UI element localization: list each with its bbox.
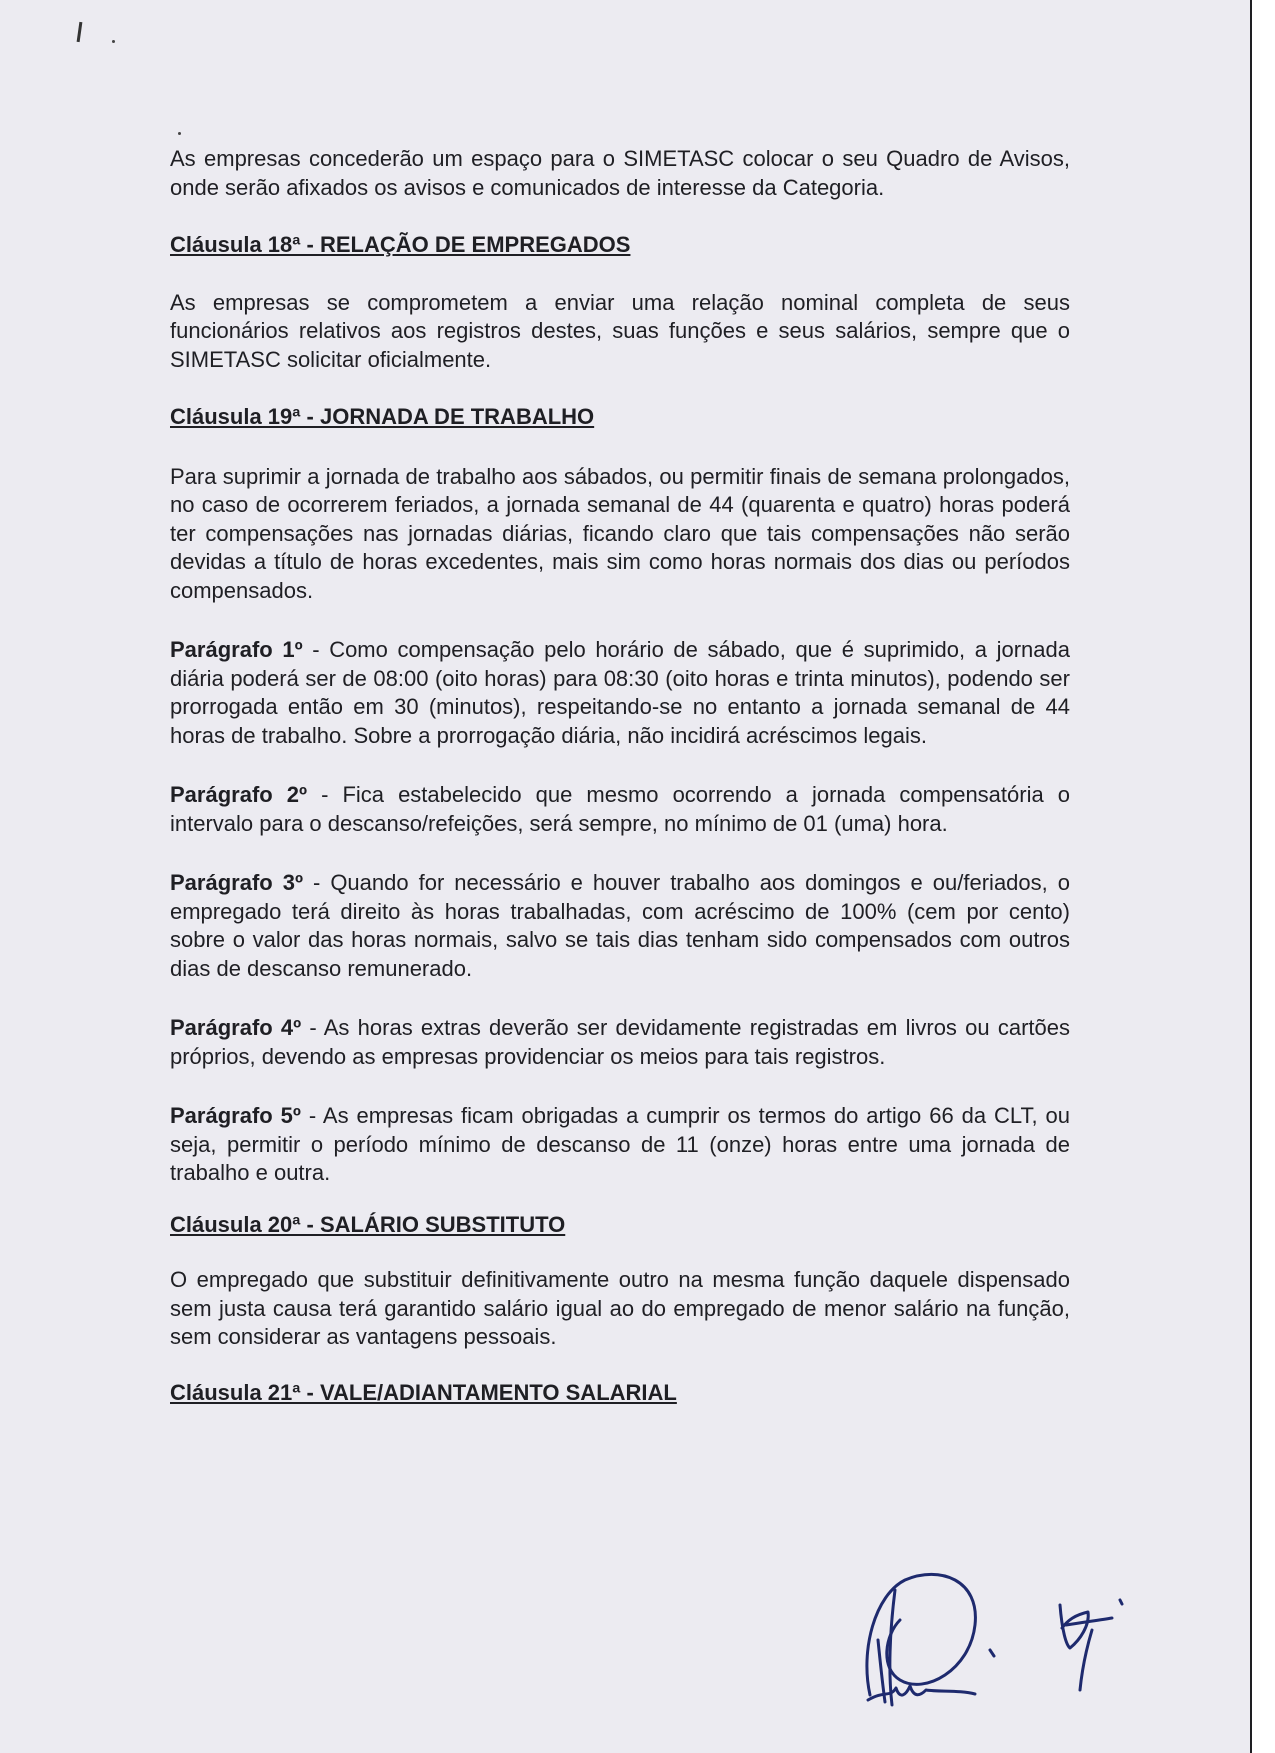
- clause-19-paragraph-5: [170, 1102, 1070, 1188]
- clause-19-text: Para suprimir a jornada de trabalho aos sábados, ou permitir finais de semana prolongados, no caso de ocorrerem feriados, a jornada semanal de 44 (quarenta e quatro) horas poderá ter compensações nas jornadas diárias, ficando claro que tais compensações não serão devidas a título de horas excedentes, mais sim como horas normais dos dias ou períodos compensados.: [170, 463, 1070, 603]
- clause-19-paragraph-2: [170, 781, 1070, 838]
- clause-19-paragraph-1: [170, 636, 1070, 750]
- scan-mark: [77, 22, 83, 42]
- intro-paragraph: As empresas concederão um espaço para o SIMETASC colocar o seu Quadro de Avisos, onde serão afixados os avisos e comunicados de interesse da Categoria.: [170, 146, 1070, 200]
- paragraph-label: Parágrafo 1º: [170, 637, 303, 662]
- paragraph-text: - Fica estabelecido que mesmo ocorrendo a jornada compensatória o intervalo para o descanso/refeições, será sempre, no mínimo de 01 (uma) hora.: [170, 782, 1070, 836]
- scan-mark: [112, 40, 115, 43]
- paragraph-label: Parágrafo 5º: [170, 1103, 301, 1128]
- clause-20-heading: Cláusula 20ª - SALÁRIO SUBSTITUTO: [170, 1211, 566, 1237]
- clause-19-paragraph-3: [170, 869, 1070, 983]
- document-body: [170, 145, 1070, 1407]
- paragraph-label: Parágrafo 2º: [170, 782, 308, 807]
- paragraph-label: Parágrafo 4º: [170, 1015, 302, 1040]
- handwritten-signature: [830, 1520, 1170, 1720]
- clause-21-heading: Cláusula 21ª - VALE/ADIANTAMENTO SALARIAL: [170, 1379, 677, 1405]
- paragraph-text: - Quando for necessário e houver trabalho aos domingos e ou/feriados, o empregado terá direito às horas trabalhadas, com acréscimo de 100% (cem por cento) sobre o valor das horas normais, salvo se tais dias tenham sido compensados com outros dias de descanso remunerado.: [170, 870, 1070, 981]
- clause-19-paragraph-4: [170, 1014, 1070, 1071]
- paragraph-text: - Como compensação pelo horário de sábado, que é suprimido, a jornada diária poderá ser de 08:00 (oito horas) para 08:30 (oito horas e trinta minutos), podendo ser prorrogada então em 30 (minutos), respeitando-se no entanto a jornada semanal de 44 horas de trabalho. Sobre a prorrogação diária, não incidirá acréscimos legais.: [170, 637, 1070, 748]
- paragraph-text: - As horas extras deverão ser devidamente registradas em livros ou cartões próprios, devendo as empresas providenciar os meios para tais registros.: [170, 1015, 1070, 1069]
- clause-18-heading: Cláusula 18ª - RELAÇÃO DE EMPREGADOS: [170, 232, 631, 257]
- clause-19-heading: Cláusula 19ª - JORNADA DE TRABALHO: [170, 404, 595, 429]
- paragraph-label: Parágrafo 3º: [170, 870, 303, 895]
- clause-18-text: As empresas se comprometem a enviar uma relação nominal completa de seus funcionários relativos aos registros destes, suas funções e seus salários, sempre que o SIMETASC solicitar oficialmente.: [170, 289, 1070, 372]
- paragraph-text: - As empresas ficam obrigadas a cumprir os termos do artigo 66 da CLT, ou seja, permitir o período mínimo de descanso de 11 (onze) horas entre uma jornada de trabalho e outra.: [170, 1103, 1071, 1185]
- scan-mark: [178, 132, 181, 135]
- scanner-edge: [1250, 0, 1275, 1753]
- clause-20-text: O empregado que substituir definitivamente outro na mesma função daquele dispensado sem justa causa terá garantido salário igual ao do empregado de menor salário na função, sem considerar as vantagens pessoais.: [170, 1267, 1070, 1349]
